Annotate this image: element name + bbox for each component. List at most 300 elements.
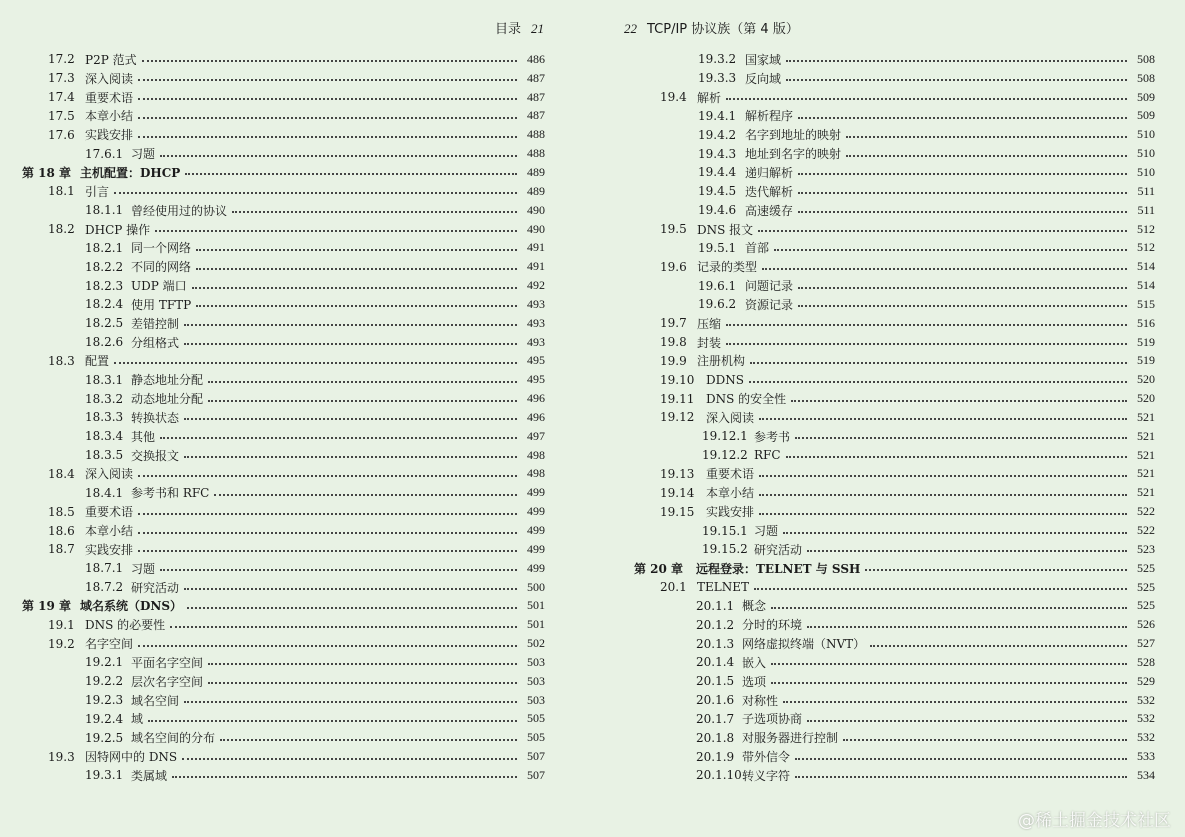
toc-entry-title: TELNET <box>697 580 749 595</box>
toc-entry-title: 类属域 <box>131 768 168 783</box>
toc-entry-title: 迭代解析 <box>745 184 794 199</box>
toc-entry <box>0 163 545 182</box>
toc-entry-title: 解析程序 <box>745 109 794 124</box>
dot-leader <box>771 682 1127 684</box>
toc-entry-title: 实践安排 <box>706 505 755 520</box>
toc-entry-number: 19.3.2 <box>698 52 737 67</box>
toc-entry <box>0 88 545 107</box>
toc-entry <box>592 50 1155 69</box>
dot-leader <box>798 117 1127 119</box>
toc-entry <box>592 163 1155 182</box>
toc-entry-title: 问题记录 <box>745 279 794 294</box>
dot-leader <box>182 758 517 760</box>
toc-entry-title: 转换状态 <box>131 410 180 425</box>
toc-entry-page: 520 <box>1137 391 1155 406</box>
toc-entry-page: 501 <box>527 617 545 632</box>
dot-leader <box>786 79 1127 81</box>
dot-leader <box>196 305 517 307</box>
toc-entry <box>592 691 1155 710</box>
dot-leader <box>172 776 517 778</box>
dot-leader <box>196 249 517 251</box>
toc-entry <box>592 238 1155 257</box>
toc-entry <box>0 295 545 314</box>
toc-entry-number: 17.2 <box>48 52 75 67</box>
toc-entry-page: 496 <box>527 391 545 406</box>
toc-entry-page: 493 <box>527 334 545 349</box>
toc-entry-page: 520 <box>1137 372 1155 387</box>
toc-entry <box>592 389 1155 408</box>
dot-leader <box>759 475 1127 477</box>
dot-leader <box>798 192 1127 194</box>
toc-entry-page: 490 <box>527 202 545 217</box>
dot-leader <box>114 362 517 364</box>
toc-entry-title: 对称性 <box>742 693 779 708</box>
dot-leader <box>220 739 517 741</box>
toc-entry-page: 521 <box>1137 447 1155 462</box>
toc-entry-page: 505 <box>527 711 545 726</box>
toc-entry-title: 参考书和 RFC <box>131 486 210 501</box>
toc-entry <box>0 257 545 276</box>
toc-entry-number: 19.4.6 <box>698 203 737 218</box>
toc-entry-page: 510 <box>1137 127 1155 142</box>
toc-entry-page: 529 <box>1137 673 1155 688</box>
dot-leader <box>759 513 1127 515</box>
toc-entry-title: 深入阅读 <box>85 71 134 86</box>
toc-entry-number: 20.1 <box>660 580 687 595</box>
toc-entry-title: 重要术语 <box>706 467 755 482</box>
toc-entry-page: 509 <box>1137 89 1155 104</box>
toc-entry-title: DNS 报文 <box>697 222 754 237</box>
toc-entry-title: 实践安排 <box>85 542 134 557</box>
toc-entry-number: 19.12.1 <box>702 429 748 444</box>
toc-entry-title: 交换报文 <box>131 448 180 463</box>
toc-entry-number: 17.4 <box>48 90 75 105</box>
toc-entry-number: 20.1.5 <box>696 674 735 689</box>
toc-entry-page: 510 <box>1137 164 1155 179</box>
toc-entry-title: 层次名字空间 <box>131 674 204 689</box>
toc-entry-number: 19.2.4 <box>85 711 124 726</box>
toc-entry <box>0 427 545 446</box>
toc-entry-number: 17.3 <box>48 71 75 86</box>
dot-leader <box>798 305 1127 307</box>
dot-leader <box>759 418 1127 420</box>
left-page-header <box>495 18 554 37</box>
toc-entry <box>0 333 545 352</box>
toc-entry <box>0 502 545 521</box>
toc-entry-title: 配置 <box>85 354 110 369</box>
toc-entry-page: 497 <box>527 428 545 443</box>
toc-entry <box>592 766 1155 785</box>
toc-entry-title: P2P 范式 <box>85 52 137 67</box>
toc-entry-number: 第 18 章 <box>22 165 72 180</box>
toc-entry-title: 首部 <box>745 241 770 256</box>
dot-leader <box>138 513 517 515</box>
toc-entry-page: 512 <box>1137 240 1155 255</box>
toc-entry-page: 512 <box>1137 221 1155 236</box>
toc-entry <box>0 691 545 710</box>
toc-entry-page: 525 <box>1137 598 1155 613</box>
toc-entry-number: 17.5 <box>48 108 75 123</box>
toc-entry-number: 18.3.1 <box>85 372 124 387</box>
toc-entry-number: 20.1.4 <box>696 655 735 670</box>
dot-leader <box>208 381 517 383</box>
toc-entry-number: 19.2.2 <box>85 674 124 689</box>
toc-entry <box>0 747 545 766</box>
dot-leader <box>786 456 1127 458</box>
toc-entry <box>592 352 1155 371</box>
toc-entry <box>592 653 1155 672</box>
toc-entry <box>592 295 1155 314</box>
toc-entry-number: 19.4.2 <box>698 127 737 142</box>
toc-entry-number: 19.3.1 <box>85 768 124 783</box>
toc-entry-title: 本章小结 <box>85 109 134 124</box>
toc-entry-page: 487 <box>527 108 545 123</box>
dot-leader <box>807 550 1127 552</box>
toc-entry-page: 508 <box>1137 51 1155 66</box>
toc-entry-number: 18.4 <box>48 466 75 481</box>
toc-entry-page: 492 <box>527 278 545 293</box>
toc-entry-page: 522 <box>1137 523 1155 538</box>
toc-entry <box>0 408 545 427</box>
toc-entry-title: 习题 <box>131 147 156 162</box>
toc-entry <box>592 540 1155 559</box>
toc-entry <box>592 483 1155 502</box>
toc-entry-number: 19.2.3 <box>85 693 124 708</box>
toc-entry-page: 533 <box>1137 749 1155 764</box>
toc-entry-number: 19.1 <box>48 617 75 632</box>
header-page-number: 22 <box>624 21 637 36</box>
toc-entry-number: 19.3.3 <box>698 71 737 86</box>
toc-entry-page: 499 <box>527 523 545 538</box>
toc-entry <box>0 615 545 634</box>
dot-leader <box>771 663 1127 665</box>
toc-entry <box>592 502 1155 521</box>
dot-leader <box>184 324 517 326</box>
toc-entry-title: RFC <box>754 448 781 463</box>
dot-leader <box>232 211 517 213</box>
toc-entry <box>592 276 1155 295</box>
toc-entry-title: 因特网中的 DNS <box>85 750 178 765</box>
toc-entry <box>592 107 1155 126</box>
toc-entry-number: 19.9 <box>660 353 687 368</box>
toc-entry-page: 487 <box>527 89 545 104</box>
toc-entry-title: 深入阅读 <box>85 467 134 482</box>
toc-entry-title: 差错控制 <box>131 316 180 331</box>
toc-entry-page: 514 <box>1137 278 1155 293</box>
toc-entry <box>592 578 1155 597</box>
toc-entry <box>592 69 1155 88</box>
toc-entry-title: 选项 <box>742 674 767 689</box>
toc-list <box>0 50 545 785</box>
toc-entry-number: 18.2 <box>48 222 75 237</box>
toc-entry-page: 521 <box>1137 485 1155 500</box>
dot-leader <box>208 682 517 684</box>
toc-list <box>592 50 1155 785</box>
left-page <box>0 0 592 837</box>
toc-entry-page: 495 <box>527 353 545 368</box>
toc-entry-number: 19.12.2 <box>702 448 748 463</box>
toc-entry-title: 静态地址分配 <box>131 373 204 388</box>
toc-entry-title: 网络虚拟终端（NVT） <box>742 637 866 652</box>
toc-entry-number: 19.12 <box>660 410 695 425</box>
toc-entry-page: 525 <box>1137 560 1155 575</box>
dot-leader <box>807 720 1127 722</box>
toc-entry-page: 491 <box>527 240 545 255</box>
toc-entry-number: 18.3.5 <box>85 448 124 463</box>
toc-entry-title: 名字空间 <box>85 637 134 652</box>
toc-entry-page: 521 <box>1137 409 1155 424</box>
toc-entry-page: 527 <box>1137 636 1155 651</box>
right-page <box>592 0 1185 837</box>
dot-leader <box>155 230 517 232</box>
toc-entry-number: 18.2.4 <box>85 297 124 312</box>
toc-entry-title: 参考书 <box>754 429 791 444</box>
toc-entry-title: 使用 TFTP <box>131 297 192 312</box>
toc-entry <box>592 446 1155 465</box>
toc-entry <box>592 144 1155 163</box>
toc-entry <box>592 559 1155 578</box>
dot-leader <box>758 230 1127 232</box>
toc-entry <box>592 615 1155 634</box>
dot-leader <box>798 211 1127 213</box>
dot-leader <box>138 136 517 138</box>
toc-entry <box>592 710 1155 729</box>
dot-leader <box>759 494 1127 496</box>
toc-entry-number: 19.8 <box>660 335 687 350</box>
toc-entry-title: 重要术语 <box>85 505 134 520</box>
dot-leader <box>846 136 1127 138</box>
dot-leader <box>774 249 1127 251</box>
toc-entry-page: 507 <box>527 749 545 764</box>
toc-entry-number: 20.1.3 <box>696 636 735 651</box>
toc-entry <box>592 672 1155 691</box>
dot-leader <box>786 60 1127 62</box>
toc-entry <box>0 50 545 69</box>
toc-entry-number: 19.5 <box>660 222 687 237</box>
toc-entry-page: 503 <box>527 654 545 669</box>
toc-entry-number: 18.5 <box>48 504 75 519</box>
toc-entry-title: 远程登录：TELNET 与 SSH <box>696 561 861 576</box>
toc-entry-number: 18.1 <box>48 184 75 199</box>
toc-entry-number: 19.10 <box>660 372 695 387</box>
toc-entry-page: 499 <box>527 504 545 519</box>
toc-entry <box>0 69 545 88</box>
toc-entry-page: 509 <box>1137 108 1155 123</box>
toc-entry-title: DNS 的必要性 <box>85 618 166 633</box>
toc-entry-number: 20.1.10 <box>696 768 742 783</box>
toc-entry-number: 17.6 <box>48 127 75 142</box>
toc-entry-page: 521 <box>1137 466 1155 481</box>
toc-entry <box>0 144 545 163</box>
toc-entry-number: 19.2.1 <box>85 655 124 670</box>
dot-leader <box>762 268 1127 270</box>
toc-entry <box>592 728 1155 747</box>
toc-entry-title: 名字到地址的映射 <box>745 128 842 143</box>
toc-entry-page: 498 <box>527 447 545 462</box>
toc-entry-title: 嵌入 <box>742 655 767 670</box>
toc-entry-page: 500 <box>527 579 545 594</box>
toc-entry-number: 18.4.1 <box>85 485 124 500</box>
toc-entry-title: 对服务器进行控制 <box>742 731 839 746</box>
toc-entry-page: 488 <box>527 146 545 161</box>
toc-entry <box>592 333 1155 352</box>
toc-entry <box>0 182 545 201</box>
toc-entry-title: DHCP 操作 <box>85 222 151 237</box>
toc-entry <box>592 634 1155 653</box>
toc-entry-page: 515 <box>1137 296 1155 311</box>
dot-leader <box>214 494 517 496</box>
toc-entry-number: 19.15.2 <box>702 542 748 557</box>
toc-entry-title: 习题 <box>131 561 156 576</box>
toc-entry-title: DNS 的安全性 <box>706 392 787 407</box>
toc-entry-number: 18.1.1 <box>85 203 124 218</box>
toc-entry-page: 507 <box>527 767 545 782</box>
toc-entry <box>0 766 545 785</box>
toc-entry <box>0 672 545 691</box>
toc-entry-number: 18.7.2 <box>85 580 124 595</box>
toc-entry-title: 引言 <box>85 184 110 199</box>
toc-entry-page: 486 <box>527 51 545 66</box>
toc-entry-page: 528 <box>1137 654 1155 669</box>
toc-entry-title: 地址到名字的映射 <box>745 147 842 162</box>
toc-entry-number: 19.6 <box>660 259 687 274</box>
toc-entry <box>592 747 1155 766</box>
toc-entry-page: 523 <box>1137 541 1155 556</box>
dot-leader <box>185 173 517 175</box>
toc-entry-page: 519 <box>1137 334 1155 349</box>
toc-entry-title: 带外信令 <box>742 750 791 765</box>
dot-leader <box>138 79 517 81</box>
toc-entry-page: 488 <box>527 127 545 142</box>
toc-entry-number: 20.1.1 <box>696 598 735 613</box>
dot-leader <box>160 437 517 439</box>
dot-leader <box>795 758 1127 760</box>
toc-entry-number: 19.7 <box>660 316 687 331</box>
toc-entry-number: 19.13 <box>660 466 695 481</box>
toc-entry-page: 489 <box>527 183 545 198</box>
toc-entry <box>0 352 545 371</box>
dot-leader <box>114 192 517 194</box>
toc-entry-title: 平面名字空间 <box>131 655 204 670</box>
dot-leader <box>160 155 517 157</box>
toc-entry-page: 501 <box>527 598 545 613</box>
toc-entry-title: 分组格式 <box>131 335 180 350</box>
toc-entry-number: 19.5.1 <box>698 240 737 255</box>
dot-leader <box>138 117 517 119</box>
dot-leader <box>798 287 1127 289</box>
dot-leader <box>170 626 517 628</box>
toc-entry-title: 域 <box>131 712 144 727</box>
toc-entry-number: 19.6.2 <box>698 297 737 312</box>
toc-entry-page: 499 <box>527 541 545 556</box>
toc-entry-title: 域名空间 <box>131 693 180 708</box>
dot-leader <box>148 720 517 722</box>
toc-entry-number: 19.11 <box>660 391 695 406</box>
dot-leader <box>798 173 1127 175</box>
toc-entry-number: 19.4.1 <box>698 108 737 123</box>
dot-leader <box>142 60 517 62</box>
dot-leader <box>865 569 1127 571</box>
dot-leader <box>184 701 517 703</box>
dot-leader <box>846 155 1127 157</box>
toc-entry-page: 519 <box>1137 353 1155 368</box>
toc-entry-page: 511 <box>1137 202 1155 217</box>
toc-entry <box>592 370 1155 389</box>
dot-leader <box>795 776 1127 778</box>
dot-leader <box>726 98 1127 100</box>
toc-entry-number: 20.1.9 <box>696 749 735 764</box>
dot-leader <box>807 626 1127 628</box>
toc-entry <box>592 182 1155 201</box>
dot-leader <box>726 343 1127 345</box>
toc-entry <box>592 314 1155 333</box>
toc-entry <box>592 88 1155 107</box>
toc-entry-number: 19.15 <box>660 504 695 519</box>
toc-entry-number: 19.14 <box>660 485 695 500</box>
dot-leader <box>138 475 517 477</box>
toc-entry-page: 508 <box>1137 70 1155 85</box>
toc-entry <box>0 483 545 502</box>
toc-entry <box>0 201 545 220</box>
toc-entry-page: 526 <box>1137 617 1155 632</box>
toc-entry-page: 503 <box>527 692 545 707</box>
toc-entry <box>592 465 1155 484</box>
toc-entry-title: 转义字符 <box>742 768 791 783</box>
dot-leader <box>184 343 517 345</box>
toc-entry-page: 491 <box>527 259 545 274</box>
toc-entry-title: 本章小结 <box>85 524 134 539</box>
toc-entry-title: UDP 端口 <box>131 279 187 294</box>
dot-leader <box>783 532 1127 534</box>
toc-entry <box>592 125 1155 144</box>
toc-entry-page: 510 <box>1137 146 1155 161</box>
toc-entry <box>0 238 545 257</box>
toc-entry <box>0 653 545 672</box>
toc-entry-number: 20.1.7 <box>696 711 735 726</box>
toc-entry-page: 493 <box>527 296 545 311</box>
toc-entry-number: 18.3 <box>48 353 75 368</box>
toc-entry-number: 18.2.2 <box>85 259 124 274</box>
toc-entry-page: 525 <box>1137 579 1155 594</box>
toc-entry <box>0 370 545 389</box>
toc-entry-page: 522 <box>1137 504 1155 519</box>
toc-entry <box>0 521 545 540</box>
toc-entry-page: 503 <box>527 673 545 688</box>
toc-entry <box>0 634 545 653</box>
toc-entry-title: 反向域 <box>745 71 782 86</box>
toc-entry-page: 505 <box>527 730 545 745</box>
toc-entry-number: 17.6.1 <box>85 146 124 161</box>
toc-entry-number: 18.7.1 <box>85 561 124 576</box>
dot-leader <box>160 569 517 571</box>
toc-entry <box>592 521 1155 540</box>
toc-entry-number: 18.6 <box>48 523 75 538</box>
dot-leader <box>138 550 517 552</box>
toc-entry <box>592 408 1155 427</box>
header-title: TCP/IP 协议族（第 4 版） <box>647 22 799 37</box>
dot-leader <box>184 588 517 590</box>
dot-leader <box>184 456 517 458</box>
toc-entry <box>592 220 1155 239</box>
toc-entry <box>0 465 545 484</box>
header-title: 目录 <box>494 22 521 37</box>
toc-entry-number: 20.1.6 <box>696 693 735 708</box>
toc-entry-number: 18.7 <box>48 542 75 557</box>
toc-entry-title: 压缩 <box>697 316 722 331</box>
toc-entry <box>0 728 545 747</box>
toc-entry <box>0 710 545 729</box>
toc-entry <box>0 559 545 578</box>
